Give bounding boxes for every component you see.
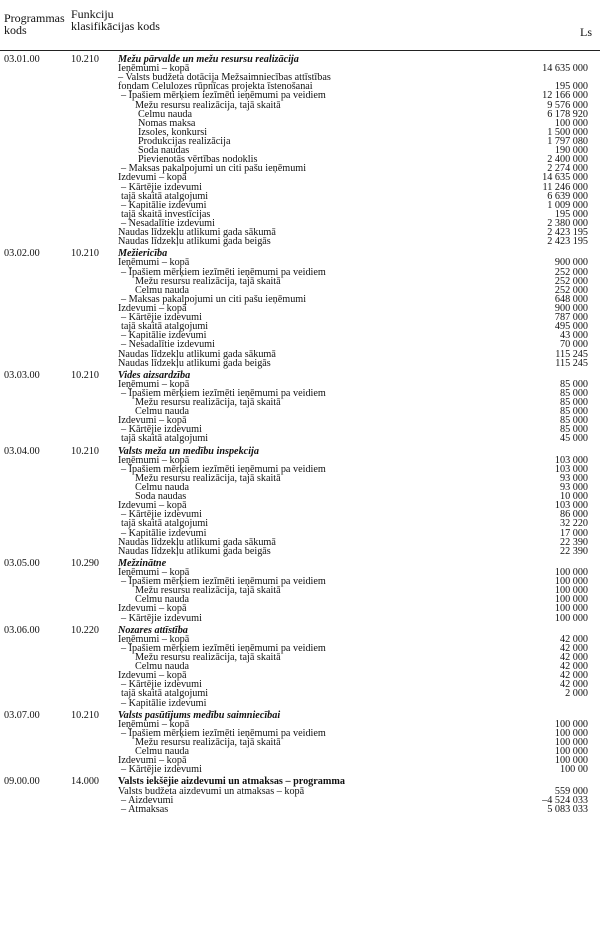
- function-code: 10.210: [71, 248, 100, 260]
- row-label: Ieņēmumi – kopā: [118, 633, 190, 645]
- row-amount: 93 000: [559, 472, 588, 484]
- table-row: [0, 538, 600, 547]
- row-amount: 100 000: [554, 585, 588, 597]
- row-amount: 900 000: [554, 257, 588, 269]
- row-label: Mežu resursu realizācija, tajā skaitā: [135, 275, 281, 287]
- row-label: Izdevumi – kopā: [118, 755, 187, 767]
- row-amount: 2 274 000: [547, 163, 588, 175]
- row-label: Naudas līdzekļu atlikumi gada beigās: [118, 545, 271, 557]
- row-label: – Īpašiem mērķiem iezīmēti ieņēmumi pa veidiem: [121, 90, 326, 102]
- row-amount: 6 639 000: [547, 190, 588, 202]
- row-amount: 70 000: [559, 339, 588, 351]
- row-label: – Nesadalītie izdevumi: [121, 217, 215, 229]
- table-row: [0, 110, 600, 119]
- row-label: tajā skaitā atalgojumi: [121, 190, 209, 202]
- row-label: Soda naudas: [135, 491, 187, 503]
- row-label: – Kapitālie izdevumi: [121, 527, 207, 539]
- header-currency: Ls: [580, 25, 592, 39]
- row-label: – Valsts budžeta dotācija Mežsaimniecības attīstības: [118, 72, 331, 84]
- row-label: Ieņēmumi – kopā: [118, 63, 190, 75]
- row-label: Ieņēmumi – kopā: [118, 378, 190, 390]
- row-amount: 85 000: [559, 406, 588, 418]
- row-amount: 2 000: [565, 688, 588, 700]
- table-row: [0, 765, 600, 774]
- table-row: [0, 91, 600, 100]
- row-label: Celmu nauda: [135, 661, 190, 673]
- row-amount: 42 000: [559, 679, 588, 691]
- row-amount: 559 000: [554, 785, 588, 797]
- row-amount: 100 000: [554, 117, 588, 129]
- row-amount: 9 576 000: [547, 99, 588, 111]
- row-label: – Kārtējie izdevumi: [121, 612, 202, 624]
- table-row: [0, 210, 600, 219]
- row-label: – Maksas pakalpojumi un citi pašu ieņēmumi: [121, 163, 307, 175]
- row-label: – Kārtējie izdevumi: [121, 312, 202, 324]
- row-label: tajā skaitā atalgojumi: [121, 518, 209, 530]
- function-code: 10.210: [71, 709, 100, 721]
- row-label: Valsts iekšējie aizdevumi un atmaksas – programma: [118, 776, 345, 788]
- row-amount: 5 083 033: [547, 803, 588, 815]
- table-row: [0, 322, 600, 331]
- table-row: [0, 331, 600, 340]
- row-label: – Kārtējie izdevumi: [121, 181, 202, 193]
- row-label: Mežu resursu realizācija, tajā skaitā: [135, 585, 281, 597]
- table-row: [0, 529, 600, 538]
- table-row: [0, 434, 600, 443]
- section-title-row: [0, 626, 600, 635]
- table-row: [0, 653, 600, 662]
- header-rule: [0, 50, 600, 51]
- row-label: – Īpašiem mērķiem iezīmēti ieņēmumi pa veidiem: [121, 642, 326, 654]
- row-label: – Īpašiem mērķiem iezīmēti ieņēmumi pa veidiem: [121, 576, 326, 588]
- function-code: 10.220: [71, 624, 100, 636]
- row-label: Mežu resursu realizācija, tajā skaitā: [135, 652, 281, 663]
- table-row: [0, 277, 600, 286]
- row-label: – Atmaksas: [121, 803, 169, 815]
- table-row: [0, 128, 600, 137]
- table-row: [0, 699, 600, 708]
- table-row: [0, 425, 600, 434]
- table-row: [0, 389, 600, 398]
- row-amount: 85 000: [559, 387, 588, 399]
- row-amount: 100 000: [554, 603, 588, 615]
- row-label: – Kārtējie izdevumi: [121, 509, 202, 521]
- section-title-row: [0, 249, 600, 258]
- table-row: [0, 465, 600, 474]
- row-amount: 42 000: [559, 633, 588, 645]
- table-row: [0, 340, 600, 349]
- row-amount: 86 000: [559, 509, 588, 521]
- section-title-row: [0, 447, 600, 456]
- row-amount: 42 000: [559, 652, 588, 663]
- table-row: [0, 796, 600, 805]
- table-row: [0, 747, 600, 756]
- row-amount: –4 524 033: [542, 794, 588, 806]
- row-label: Mežiericība: [118, 248, 168, 260]
- row-amount: 45 000: [559, 433, 588, 445]
- row-label: Naudas līdzekļu atlikumi gada sākumā: [118, 348, 276, 360]
- row-amount: 195 000: [554, 208, 588, 220]
- row-label: Valsts pasūtījums medību saimniecībai: [118, 709, 281, 721]
- row-amount: 85 000: [559, 415, 588, 427]
- row-amount: 900 000: [554, 302, 588, 314]
- row-label: – Kārtējie izdevumi: [121, 424, 202, 436]
- row-label: Mežu resursu realizācija, tajā skaitā: [135, 397, 281, 409]
- table-row: [0, 501, 600, 510]
- table-row: [0, 183, 600, 192]
- function-code: 10.210: [71, 369, 100, 381]
- row-amount: 6 178 920: [547, 108, 588, 120]
- row-label: Soda naudas: [138, 145, 190, 157]
- row-label: – Īpašiem mērķiem iezīmēti ieņēmumi pa veidiem: [121, 387, 326, 399]
- program-code: 03.01.00: [4, 54, 40, 65]
- section-title-row: [0, 559, 600, 568]
- program-code: 09.00.00: [4, 776, 40, 788]
- row-label: – Maksas pakalpojumi un citi pašu ieņēmumi: [121, 293, 307, 305]
- table-row: [0, 119, 600, 128]
- row-amount: 1 797 080: [547, 135, 588, 147]
- row-amount: 32 220: [559, 518, 588, 530]
- row-label: Mežzinātne: [118, 557, 167, 569]
- row-amount: 1 009 000: [547, 199, 588, 211]
- table-row: [0, 201, 600, 210]
- table-row: [0, 137, 600, 146]
- row-amount: 2 423 195: [547, 236, 588, 248]
- row-label: Izdevumi – kopā: [118, 500, 187, 512]
- row-amount: 100 000: [554, 736, 588, 748]
- row-label: Naudas līdzekļu atlikumi gada sākumā: [118, 227, 276, 239]
- row-amount: 195 000: [554, 81, 588, 93]
- row-amount: 85 000: [559, 424, 588, 436]
- row-amount: 100 000: [554, 567, 588, 579]
- table-row: [0, 662, 600, 671]
- table-row: [0, 738, 600, 747]
- row-label: tajā skaitā atalgojumi: [121, 321, 209, 333]
- row-label: – Īpašiem mērķiem iezīmēti ieņēmumi pa veidiem: [121, 727, 326, 739]
- table-row: [0, 492, 600, 501]
- row-label: Nomas maksa: [138, 117, 196, 129]
- row-label: Mežu resursu realizācija, tajā skaitā: [135, 99, 281, 111]
- row-amount: 11 246 000: [542, 181, 588, 193]
- row-label: Izsoles, konkursi: [138, 126, 208, 138]
- row-amount: 22 390: [559, 536, 588, 548]
- program-code: 03.05.00: [4, 557, 40, 569]
- row-label: Pievienotās vērtības nodoklis: [138, 154, 258, 166]
- row-amount: 22 390: [559, 545, 588, 557]
- row-label: Ieņēmumi – kopā: [118, 454, 190, 466]
- row-label: – Kapitālie izdevumi: [121, 330, 207, 342]
- table-row: [0, 295, 600, 304]
- table-row: [0, 101, 600, 110]
- table-row: [0, 729, 600, 738]
- row-amount: 103 000: [554, 463, 588, 475]
- table-row: [0, 228, 600, 237]
- row-amount: 42 000: [559, 642, 588, 654]
- section-title-row: [0, 711, 600, 720]
- row-amount: 100 000: [554, 576, 588, 588]
- row-amount: 100 000: [554, 612, 588, 624]
- row-amount: 100 000: [554, 718, 588, 730]
- row-amount: 17 000: [559, 527, 588, 539]
- row-label: tajā skaitā investīcijas: [121, 208, 211, 220]
- table-row: [0, 304, 600, 313]
- row-label: – Īpašiem mērķiem iezīmēti ieņēmumi pa veidiem: [121, 463, 326, 475]
- table-row: [0, 519, 600, 528]
- program-code: 03.07.00: [4, 709, 40, 721]
- table-row: [0, 268, 600, 277]
- row-amount: 100 000: [554, 746, 588, 758]
- program-code: 03.03.00: [4, 369, 40, 381]
- table-row: [0, 192, 600, 201]
- row-amount: 103 000: [554, 454, 588, 466]
- row-amount: 787 000: [554, 312, 588, 324]
- table-row: [0, 671, 600, 680]
- row-amount: 115 245: [555, 357, 588, 369]
- table-row: [0, 586, 600, 595]
- row-amount: 2 380 000: [547, 217, 588, 229]
- row-amount: 495 000: [554, 321, 588, 333]
- row-label: Valsts meža un medību inspekcija: [118, 445, 259, 457]
- row-label: tajā skaitā atalgojumi: [121, 433, 209, 445]
- row-label: Ieņēmumi – kopā: [118, 567, 190, 579]
- program-code: 03.02.00: [4, 248, 40, 260]
- section-title-row: [0, 55, 600, 64]
- row-label: Celmu nauda: [135, 594, 190, 606]
- row-label: Naudas līdzekļu atlikumi gada beigās: [118, 357, 271, 369]
- row-amount: 42 000: [559, 670, 588, 682]
- row-amount: 103 000: [554, 500, 588, 512]
- row-amount: 85 000: [559, 378, 588, 390]
- table-row: [0, 595, 600, 604]
- table-row: [0, 313, 600, 322]
- row-amount: 2 400 000: [547, 154, 588, 166]
- row-label: – Kapitālie izdevumi: [121, 199, 207, 211]
- row-label: – Nesadalītie izdevumi: [121, 339, 215, 351]
- program-code: 03.06.00: [4, 624, 40, 636]
- table-row: [0, 237, 600, 246]
- row-amount: 252 000: [554, 266, 588, 278]
- row-amount: 93 000: [559, 482, 588, 494]
- row-label: Naudas līdzekļu atlikumi gada sākumā: [118, 536, 276, 548]
- row-label: Izdevumi – kopā: [118, 670, 187, 682]
- row-label: – Kārtējie izdevumi: [121, 679, 202, 691]
- row-amount: 85 000: [559, 397, 588, 409]
- table-row: [0, 483, 600, 492]
- row-amount: 252 000: [554, 284, 588, 296]
- table-row: [0, 689, 600, 698]
- function-code: 10.290: [71, 557, 100, 569]
- row-amount: 1 500 000: [547, 126, 588, 138]
- row-amount: 43 000: [559, 330, 588, 342]
- row-label: Mežu resursu realizācija, tajā skaitā: [135, 736, 281, 748]
- table-row: [0, 756, 600, 765]
- row-amount: 100 000: [554, 594, 588, 606]
- row-amount: 190 000: [554, 145, 588, 157]
- table-row: [0, 416, 600, 425]
- row-label: – Aizdevumi: [121, 794, 174, 806]
- row-amount: 12 166 000: [542, 90, 588, 102]
- row-label: Ieņēmumi – kopā: [118, 718, 190, 730]
- table-row: [0, 407, 600, 416]
- row-amount: 14 635 000: [542, 172, 588, 184]
- table-header: [0, 4, 600, 50]
- row-label: Izdevumi – kopā: [118, 302, 187, 314]
- row-amount: 14 635 000: [542, 63, 588, 75]
- row-label: Mežu resursu realizācija, tajā skaitā: [135, 472, 281, 484]
- table-row: [0, 164, 600, 173]
- row-amount: 252 000: [554, 275, 588, 287]
- row-label: Celmu nauda: [135, 406, 190, 418]
- table-row: [0, 398, 600, 407]
- row-label: – Kārtējie izdevumi: [121, 764, 202, 776]
- row-label: fondam Celulozes rūpnīcas projekta īstenošanai: [118, 81, 313, 93]
- row-label: – Kapitālie izdevumi: [121, 697, 207, 709]
- table-row: [0, 614, 600, 623]
- row-label: Celmu nauda: [135, 746, 190, 758]
- row-label: Celmu nauda: [138, 108, 193, 120]
- budget-table: [0, 52, 600, 814]
- header-function-code: Funkciju klasifikācijas kods: [71, 7, 160, 33]
- table-row: [0, 604, 600, 613]
- header-program-code: Programmas kods: [4, 11, 65, 37]
- table-row: [0, 805, 600, 814]
- table-row: [0, 510, 600, 519]
- table-row: [0, 787, 600, 796]
- table-row: [0, 359, 600, 368]
- table-row: [0, 173, 600, 182]
- function-code: 10.210: [71, 54, 100, 65]
- function-code: 10.210: [71, 445, 100, 457]
- table-row: [0, 219, 600, 228]
- row-label: tajā skaitā atalgojumi: [121, 688, 209, 700]
- row-label: Nozares attīstība: [118, 624, 188, 636]
- table-row: [0, 644, 600, 653]
- row-label: Produkcijas realizācija: [138, 135, 231, 147]
- row-label: Celmu nauda: [135, 482, 190, 494]
- row-label: – Īpašiem mērķiem iezīmēti ieņēmumi pa veidiem: [121, 266, 326, 278]
- row-amount: 2 423 195: [547, 227, 588, 239]
- row-label: Mežu pārvalde un mežu resursu realizācija: [118, 54, 299, 65]
- row-amount: 100 000: [554, 755, 588, 767]
- table-row: [0, 547, 600, 556]
- row-amount: 10 000: [559, 491, 588, 503]
- row-label: Valsts budžeta aizdevumi un atmaksas – kopā: [118, 785, 305, 797]
- table-row: [0, 680, 600, 689]
- program-code: 03.04.00: [4, 445, 40, 457]
- row-amount: 100 000: [554, 727, 588, 739]
- row-label: Ieņēmumi – kopā: [118, 257, 190, 269]
- row-label: Celmu nauda: [135, 284, 190, 296]
- row-label: Izdevumi – kopā: [118, 603, 187, 615]
- row-label: Izdevumi – kopā: [118, 172, 187, 184]
- table-row: [0, 577, 600, 586]
- table-row: [0, 350, 600, 359]
- row-label: Izdevumi – kopā: [118, 415, 187, 427]
- row-amount: 100 00: [559, 764, 588, 776]
- row-amount: 648 000: [554, 293, 588, 305]
- row-label: Naudas līdzekļu atlikumi gada beigās: [118, 236, 271, 248]
- row-amount: 115 245: [555, 348, 588, 360]
- table-row: [0, 146, 600, 155]
- row-amount: 42 000: [559, 661, 588, 673]
- row-label: Vides aizsardzība: [118, 369, 191, 381]
- function-code: 14.000: [71, 776, 100, 788]
- table-row: [0, 474, 600, 483]
- section-title-row: [0, 371, 600, 380]
